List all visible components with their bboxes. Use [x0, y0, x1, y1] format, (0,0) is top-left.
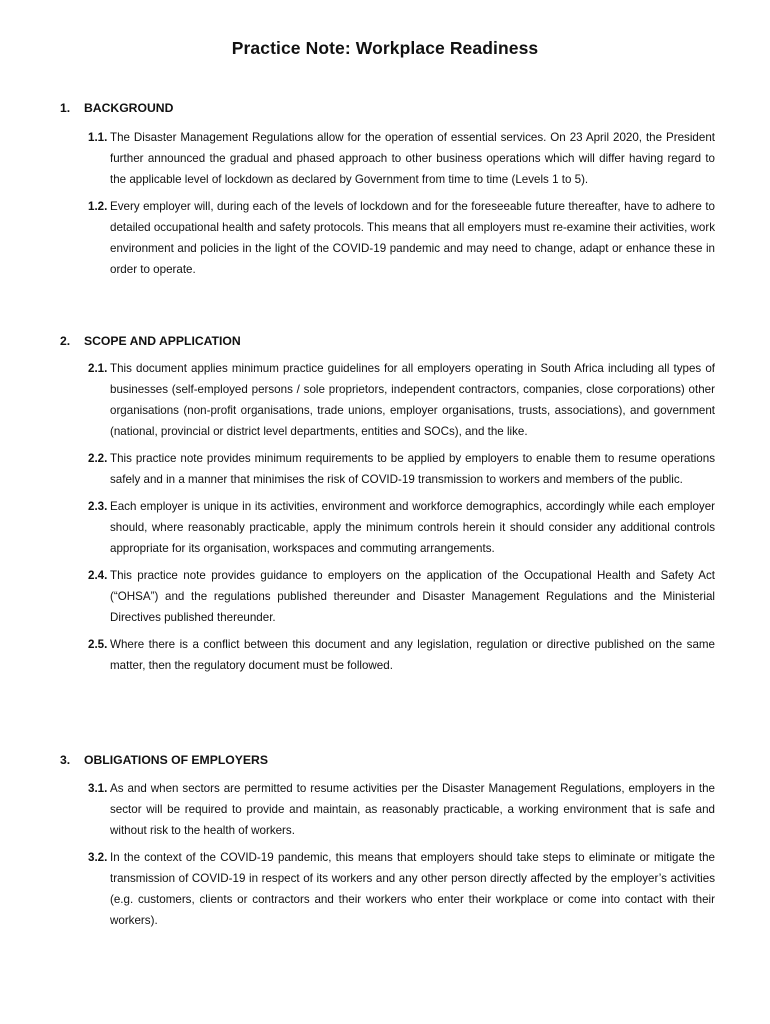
section-scope-and-application — [0, 334, 770, 672]
clause-text: Every employer will, during each of the levels of lockdown and for the foreseeable future thereafter, have to adhere to detailed occupational health and safety protocols. This means that all employers must re-examine their activities, work environment and policies in the light of the COVID-19 pandemic and may need to change, adapt or enhance these in order to operate. — [110, 200, 715, 276]
clause-number: 2.1. — [88, 362, 108, 375]
section-number: 2. — [60, 334, 71, 348]
section-number: 1. — [60, 101, 71, 115]
clause-number: 2.3. — [88, 500, 108, 513]
section-obligations-of-employers — [0, 753, 770, 927]
clause-number: 2.2. — [88, 452, 108, 465]
clause-2-4 — [88, 565, 715, 628]
section-heading — [0, 753, 770, 773]
clause-2-3 — [88, 496, 715, 559]
clause-text: In the context of the COVID-19 pandemic, this means that employers should take steps to eliminate or mitigate the transmission of COVID-19 in respect of its workers and any other person directly affected by the employer’s activities (e.g. customers, clients or contractors and their workers who enter their workplace or come into contact with their workers). — [110, 851, 715, 927]
clause-1-2 — [88, 196, 715, 280]
clause-text: This practice note provides minimum requirements to be applied by employers to enable them to resume operations safely and in a manner that minimises the risk of COVID-19 transmission to workers and members of the public. — [110, 452, 715, 486]
section-number: 3. — [60, 753, 71, 767]
clause-number: 1.2. — [88, 200, 108, 213]
clause-text: This document applies minimum practice guidelines for all employers operating in South Africa including all types of businesses (self-employed persons / sole proprietors, independent contractors, companies, close corporations) other organisations (non-profit organisations, trade unions, employer organisations, trusts, associations), and government (national, provincial or district level departments, entities and SOCs), and the like. — [110, 362, 715, 438]
clause-text: As and when sectors are permitted to resume activities per the Disaster Management Regulations, employers in the sector will be required to provide and maintain, as reasonably practicable, a working environment that is safe and without risk to the health of workers. — [110, 782, 715, 837]
clause-number: 3.2. — [88, 851, 108, 864]
section-title: OBLIGATIONS OF EMPLOYERS — [84, 753, 268, 767]
clause-text: The Disaster Management Regulations allow for the operation of essential services. On 23 April 2020, the President further announced the gradual and phased approach to other business operations which will differ having regard to the applicable level of lockdown as declared by Government from time to time (Levels 1 to 5). — [110, 131, 715, 186]
clause-text: Where there is a conflict between this document and any legislation, regulation or directive published on the same matter, then the regulatory document must be followed. — [110, 638, 715, 672]
clause-1-1 — [88, 127, 715, 190]
clause-3-1 — [88, 778, 715, 841]
clause-2-2 — [88, 448, 715, 490]
clause-text: This practice note provides guidance to employers on the application of the Occupational Health and Safety Act (“OHSA”) and the regulations published thereunder and Disaster Management Regulations and the Ministerial Directives published thereunder. — [110, 569, 715, 624]
clause-number: 2.5. — [88, 638, 108, 651]
section-heading — [0, 334, 770, 354]
clause-3-2 — [88, 847, 715, 931]
section-title: SCOPE AND APPLICATION — [84, 334, 241, 348]
section-heading — [0, 101, 770, 121]
clause-2-1 — [88, 358, 715, 442]
section-background — [0, 101, 770, 276]
clause-number: 2.4. — [88, 569, 108, 582]
clause-text: Each employer is unique in its activities, environment and workforce demographics, accordingly while each employer should, where reasonably practicable, apply the minimum controls herein it should consider any additional controls appropriate for its organisation, workspaces and commuting arrangements. — [110, 500, 715, 555]
clause-number: 3.1. — [88, 782, 108, 795]
document-title: Practice Note: Workplace Readiness — [231, 38, 539, 58]
section-title: BACKGROUND — [84, 101, 174, 115]
clause-number: 1.1. — [88, 131, 108, 144]
clause-2-5 — [88, 634, 715, 676]
